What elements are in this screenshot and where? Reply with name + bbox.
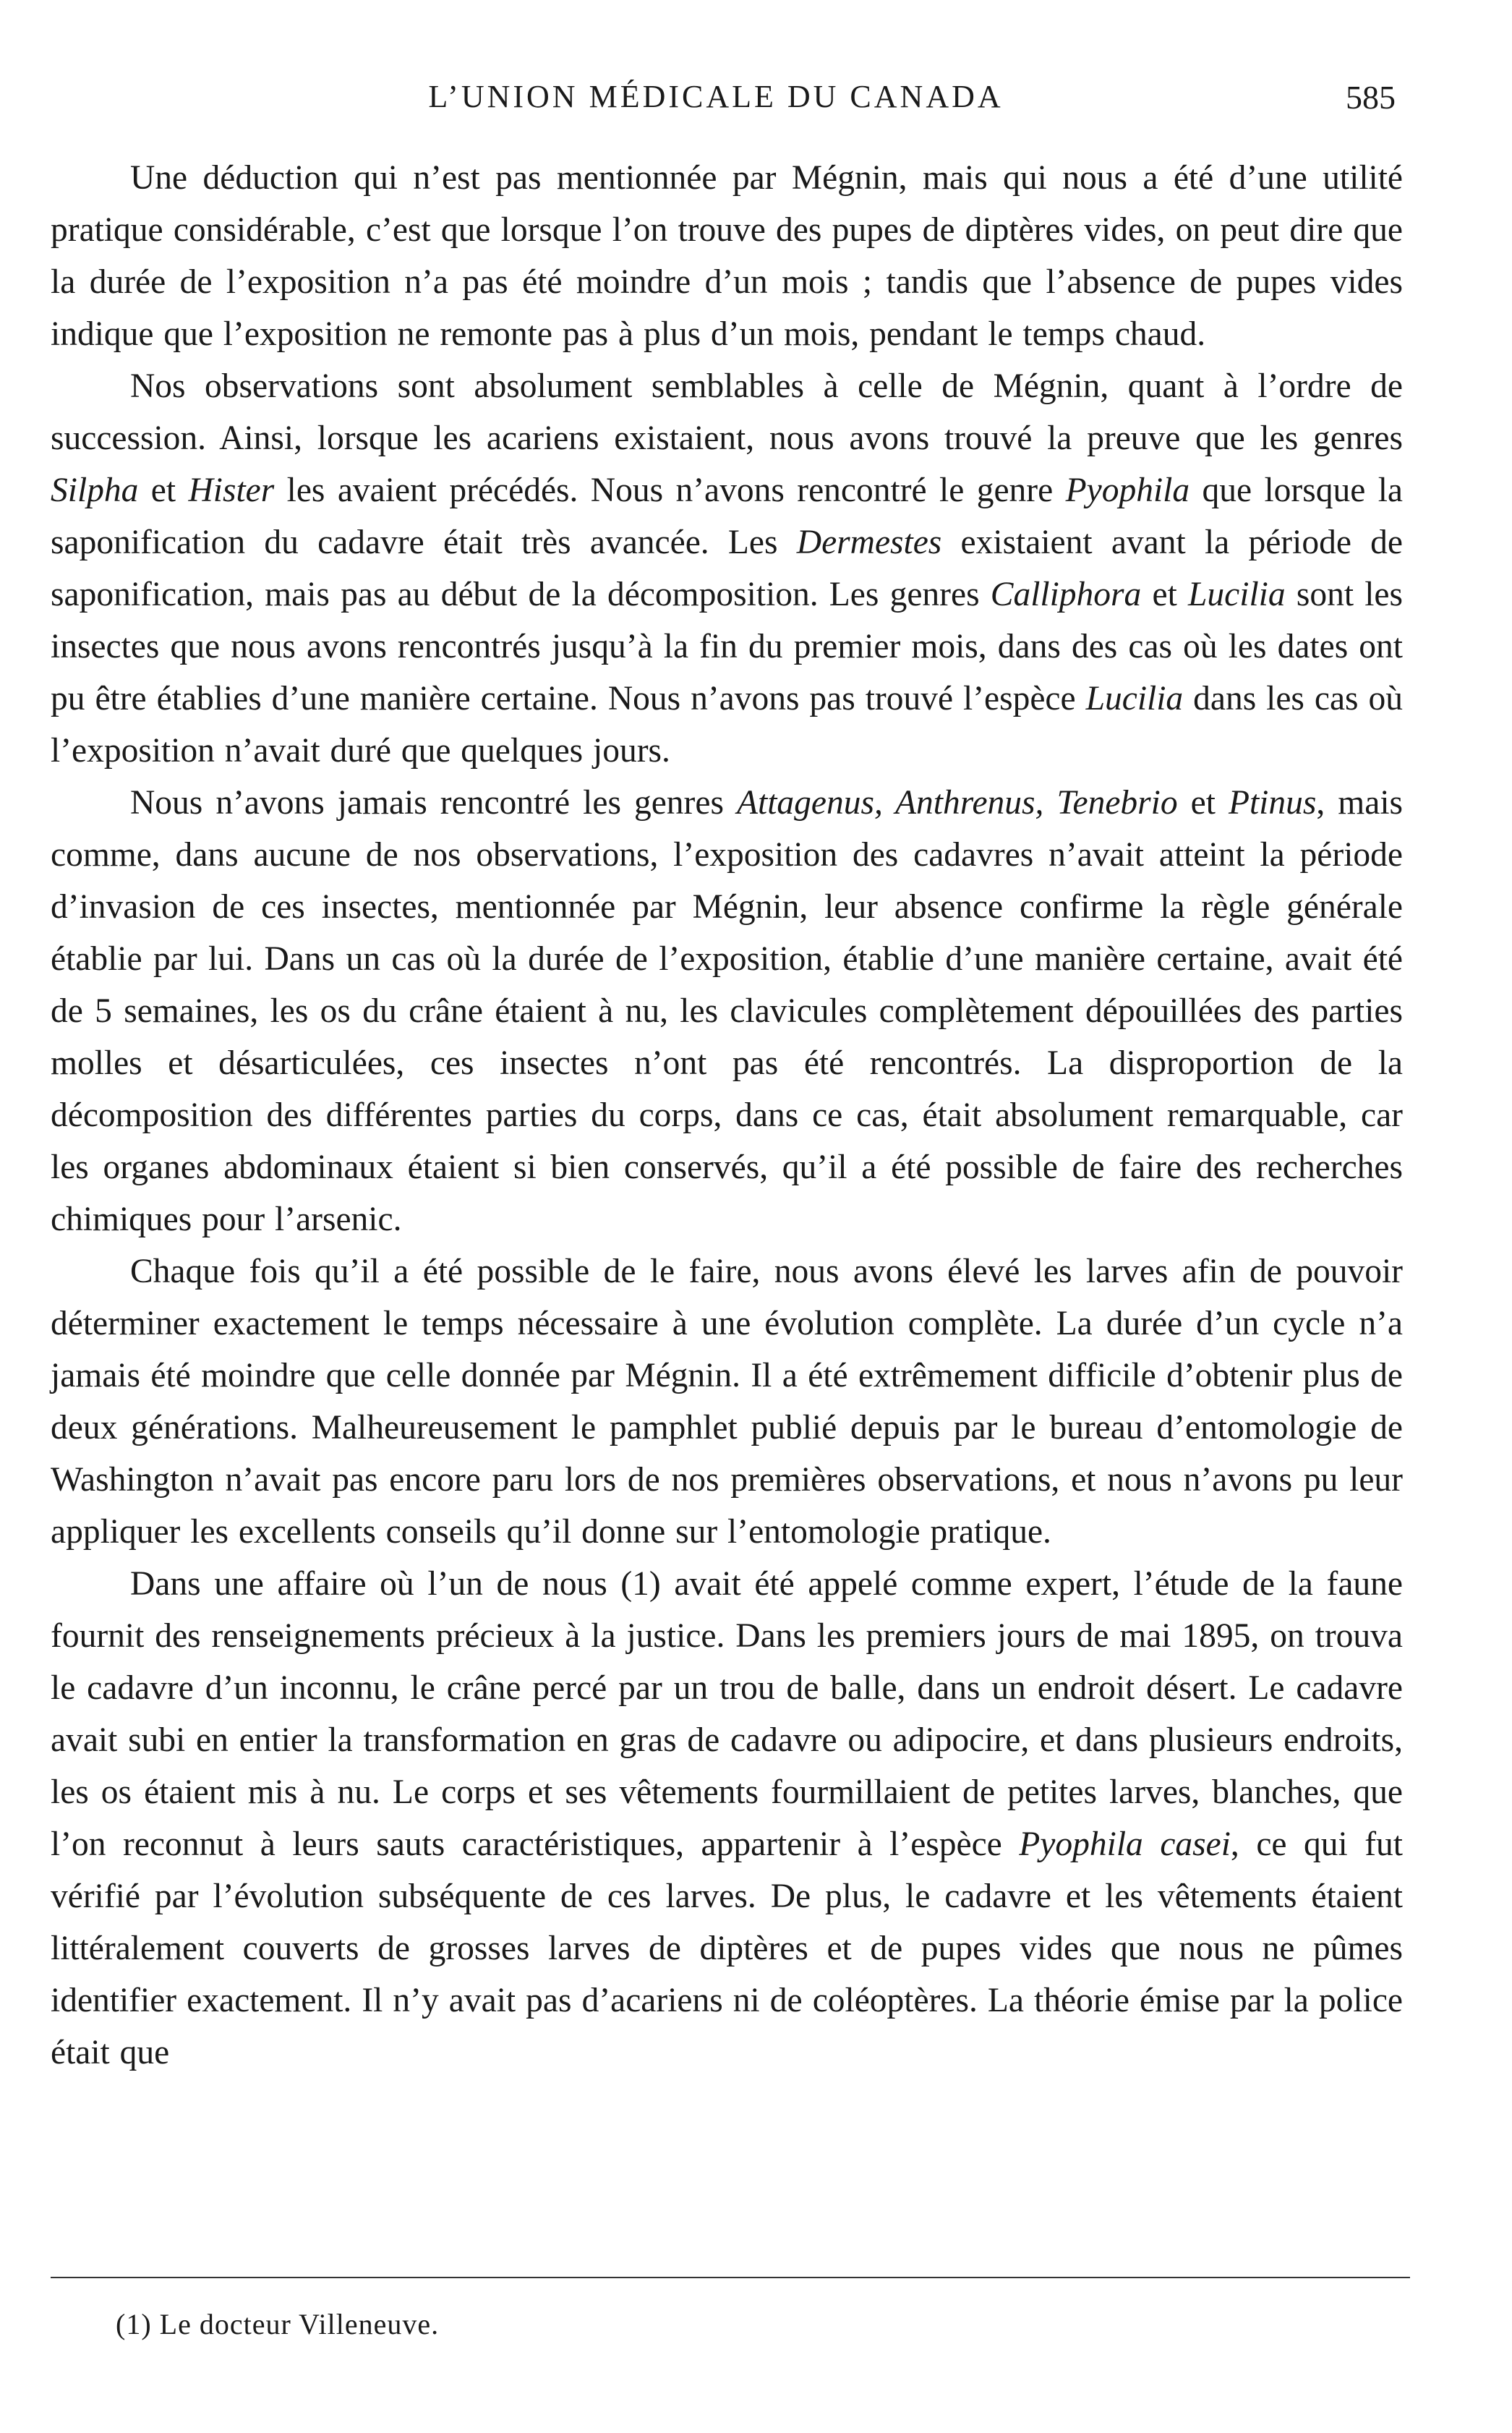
paragraph-2 — [51, 360, 1403, 777]
footnote: (1) Le docteur Villeneuve. — [116, 2308, 440, 2340]
text-run: et — [1141, 576, 1189, 613]
text-run: Une déduction qui n’est pas mentionnée par Mégnin, mais qui nous a été d’une utilité pratique considérable, c’est que lorsque l’on trouve des pupes de diptères vides, on peut dire que la durée de l’exposition n’a pas été moindre d’un mois ; tandis que l’absence de pupes vides indique que l’exposition ne remonte pas à plus d’un mois, pendant le temps chaud. — [51, 159, 1403, 353]
text-run: et — [1177, 784, 1229, 822]
text-run: Nous n’avons jamais rencontré les genres — [130, 784, 737, 822]
italic-run: Lucilia — [1085, 680, 1184, 717]
paragraph-5 — [51, 1558, 1403, 2079]
italic-run: Dermestes — [796, 524, 942, 561]
text-run: Chaque fois qu’il a été possible de le faire, nous avons élevé les larves afin de pouvoir déterminer exactement le temps nécessaire à une évolution complète. La durée d’un cycle n’a jamais été moindre que celle donnée par Mégnin. Il a été extrêmement difficile d’obtenir plus de deux générations. Malheureusement le pamphlet publié depuis par le bureau d’entomologie de Washington n’avait pas encore paru lors de nos premières observations, et nous n’avons pu leur appliquer les excellents conseils qu’il donne sur l’entomologie pratique. — [51, 1253, 1403, 1551]
paragraph-3 — [51, 777, 1403, 1245]
page-number: 585 — [1346, 79, 1396, 116]
italic-run: Lucilia — [1188, 576, 1286, 613]
body-text — [51, 152, 1403, 2079]
italic-run: Silpha — [51, 472, 139, 509]
italic-run: Attagenus, Anthrenus, Tenebrio — [736, 784, 1178, 822]
text-run: dans les cas où l’exposition n’avait duré que quelques jours. — [51, 680, 1403, 770]
document-page — [51, 0, 1425, 2433]
running-head — [51, 78, 1425, 129]
text-run: Dans une affaire où l’un de nous (1) avait été appelé comme expert, l’étude de la faune fournit des renseignements précieux à la justice. Dans les premiers jours de mai 1895, on trouva le cadavre d’un inconnu, le crâne percé par un trou de balle, dans un endroit désert. Le cadavre avait subi en entier la transformation en gras de cadavre ou adipocire, et dans plusieurs endroits, les os étaient mis à nu. Le corps et ses vêtements fourmillaient de petites larves, blanches, que l’on reconnut à leurs sauts caractéristiques, appartenir à l’espèce — [51, 1565, 1403, 1863]
text-run: que lorsque la saponification du cadavre était très avancée. Les — [51, 472, 1404, 561]
text-run: Nos observations sont absolument semblables à celle de Mégnin, quant à l’ordre de succession. Ainsi, lorsque les acariens existaient, nous avons trouvé la preuve que les genres — [51, 367, 1403, 457]
italic-run: Calliphora — [990, 576, 1142, 613]
running-title: L’UNION MÉDICALE DU CANADA — [428, 79, 1004, 114]
paragraph-1 — [51, 152, 1403, 360]
italic-run: Pyophila casei — [1019, 1825, 1231, 1863]
footnote-divider — [51, 2277, 1410, 2278]
text-run: , ce qui fut vérifié par l’évolution subséquente de ces larves. De plus, le cadavre et les vêtements étaient littéralement couverts de grosses larves de diptères et de pupes vides que nous ne pûmes identifier exactement. Il n’y avait pas d’acariens ni de coléoptères. La théorie émise par la police était que — [51, 1825, 1403, 2071]
italic-run: Pyophila — [1065, 472, 1190, 509]
text-run: , mais comme, dans aucune de nos observations, l’exposition des cadavres n’avait atteint la période d’invasion de ces insectes, mentionnée par Mégnin, leur absence confirme la règle générale établie par lui. Dans un cas où la durée de l’exposition, établie d’une manière certaine, avait été de 5 semaines, les os du crâne étaient à nu, les clavicules complètement dépouillées des parties molles et désarticulées, ces insectes n’ont pas été rencontrés. La disproportion de la décomposition des différentes parties du corps, dans ce cas, était absolument remarquable, car les organes abdominaux étaient si bien conservés, qu’il a été possible de faire des recherches chimiques pour l’arsenic. — [51, 784, 1404, 1238]
italic-run: Ptinus — [1228, 784, 1317, 822]
text-run: sont les insectes que nous avons rencontrés jusqu’à la fin du premier mois, dans des cas où les dates ont pu être établies d’une manière certaine. Nous n’avons pas trouvé l’espèce — [51, 576, 1403, 717]
text-run: existaient avant la période de saponification, mais pas au début de la décomposition. Les genres — [51, 524, 1403, 613]
text-run: et — [138, 472, 189, 509]
italic-run: Hister — [188, 472, 275, 509]
text-run: les avaient précédés. Nous n’avons rencontré le genre — [274, 472, 1066, 509]
paragraph-4 — [51, 1245, 1403, 1558]
